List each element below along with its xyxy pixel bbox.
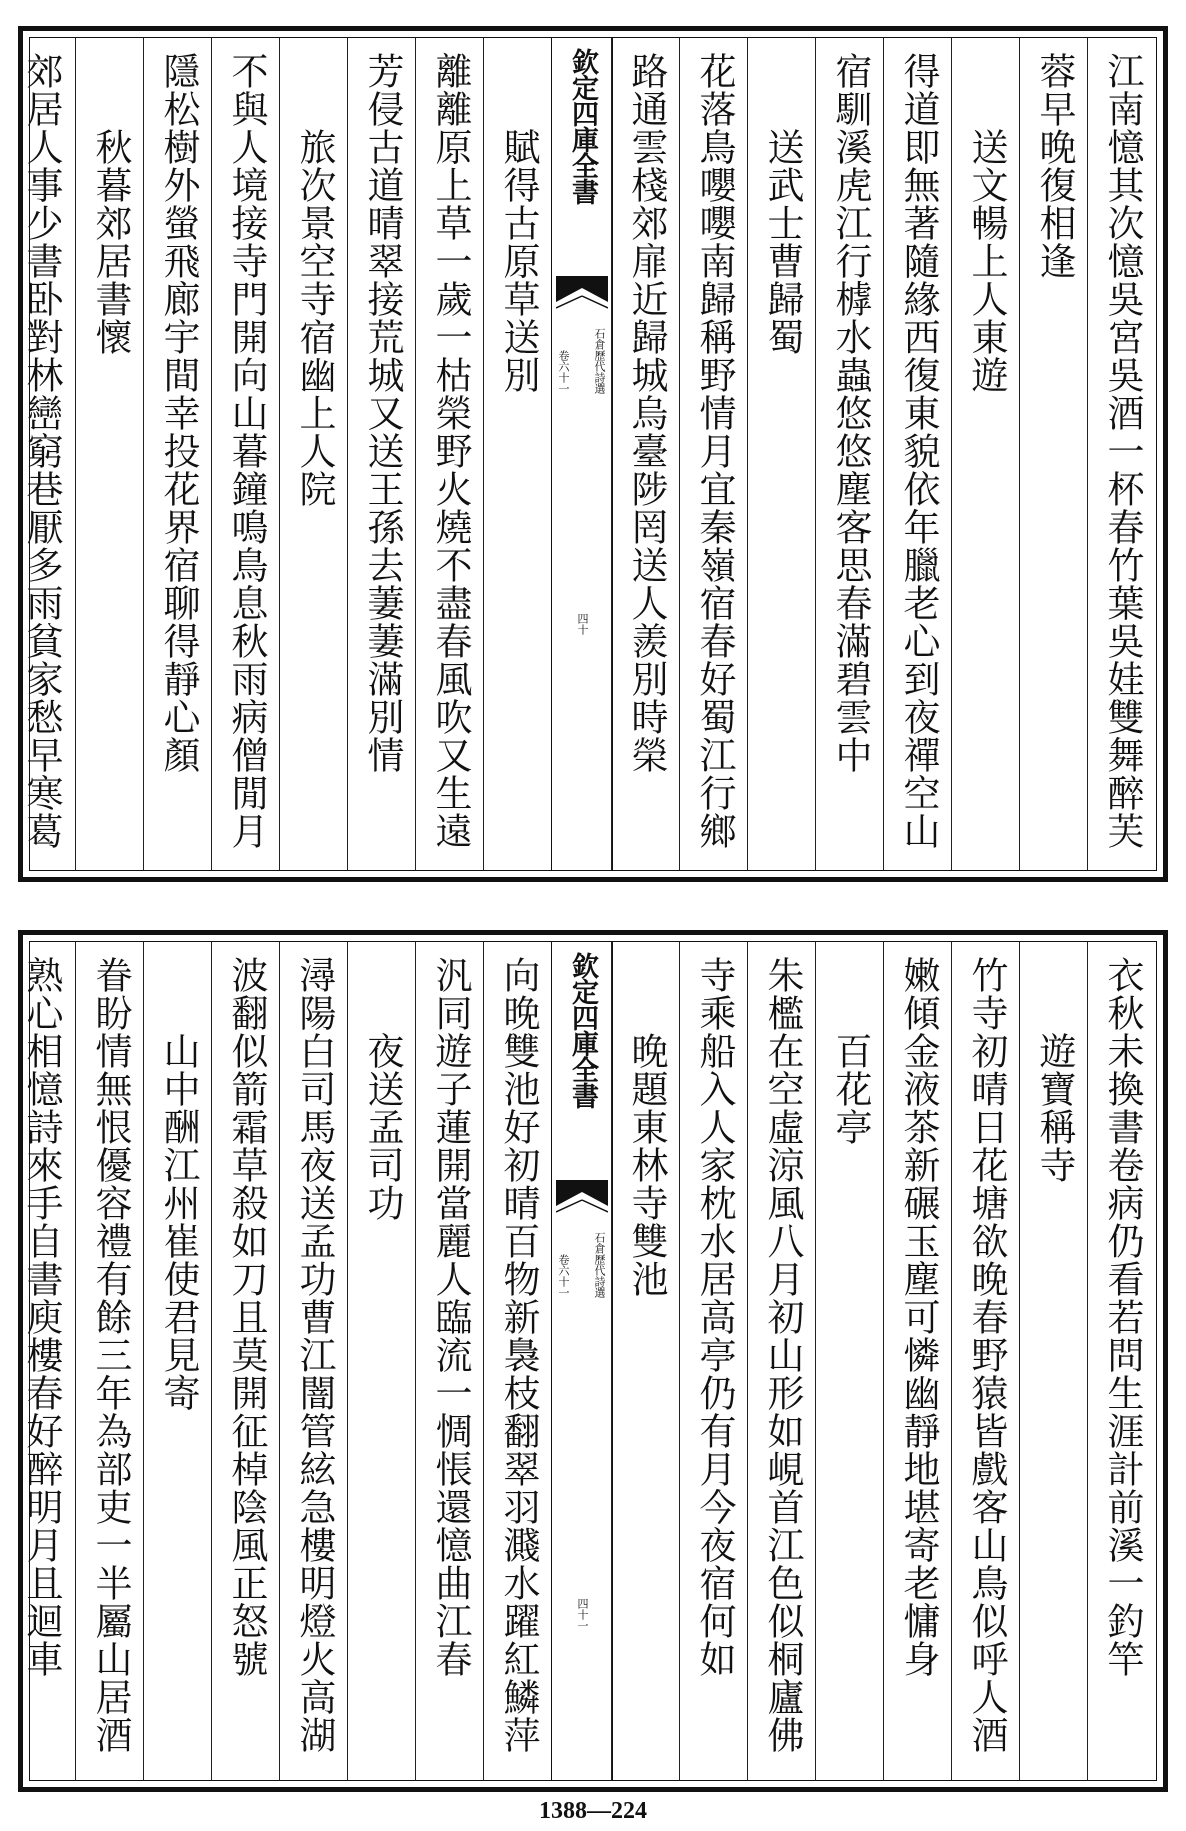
poem-text: 不與人境接寺門開向山暮鐘鳴鳥息秋雨病僧閒月: [225, 52, 268, 850]
poem-text: 得道即無著隨緣西復東貌依年臘老心到夜禪空山: [897, 52, 940, 850]
poem-title-column: [75, 38, 144, 870]
poem-title-column: [279, 38, 348, 870]
center-juan: 卷六十一: [557, 350, 570, 394]
fishtail-mark-icon: [556, 276, 608, 316]
poem-text: 眷盼情無恨優容禮有餘三年為部吏一半屬山居酒: [89, 956, 132, 1754]
poem-title: 旅次景空寺宿幽上人院: [293, 128, 336, 508]
text-column: [1087, 38, 1156, 870]
top-page: [18, 26, 1168, 882]
poem-title-column: [347, 942, 416, 1780]
center-fold: [551, 38, 613, 870]
text-column: [347, 38, 416, 870]
text-column: [815, 38, 884, 870]
text-column: [611, 38, 680, 870]
poem-text: 熟心相憶詩來手自書庾樓春好醉明月且迴車: [20, 956, 63, 1678]
poem-title-column: [611, 942, 680, 1780]
poem-title-column: [143, 942, 212, 1780]
poem-text: 花落鳥嚶嚶南歸稱野情月宜秦嶺宿春好蜀江行鄉: [693, 52, 736, 850]
bottom-page: [18, 930, 1168, 1792]
poem-text: 竹寺初晴日花塘欲晚春野猿皆戲客山鳥似呼人酒: [965, 956, 1008, 1754]
text-column: [279, 942, 348, 1780]
poem-title-column: [1019, 942, 1088, 1780]
center-book-title: 欽定四庫全書: [567, 952, 598, 1108]
poem-title: 晚題東林寺雙池: [625, 1032, 668, 1298]
poem-text: 寺乘船入人家枕水居高亭仍有月今夜宿何如: [693, 956, 736, 1678]
poem-text: 嫩傾金液茶新碾玉塵可憐幽靜地堪寄老慵身: [897, 956, 940, 1678]
center-source: 石倉歷代詩選: [593, 328, 606, 394]
text-column: [747, 942, 816, 1780]
text-column: [75, 942, 144, 1780]
center-book-title: 欽定四庫全書: [567, 48, 598, 204]
text-column: [7, 38, 75, 870]
poem-text: 向晚雙池好初晴百物新裊枝翻翠羽濺水躍紅鱗萍: [497, 956, 540, 1754]
text-column: [1019, 38, 1088, 870]
center-folio: 四十: [576, 613, 589, 635]
poem-text: 宿馴溪虎江行㯉水蟲悠悠塵客思春滿碧雲中: [829, 52, 872, 774]
poem-text: 離離原上草一歲一枯榮野火燒不盡春風吹又生遠: [429, 52, 472, 850]
poem-title: 百花亭: [829, 1032, 872, 1146]
text-column: [679, 942, 748, 1780]
text-column: [883, 38, 952, 870]
poem-text: 朱檻在空虛涼風八月初山形如峴首江色似桐廬佛: [761, 956, 804, 1754]
center-source: 石倉歷代詩選: [593, 1232, 606, 1298]
text-column: [883, 942, 952, 1780]
bottom-page-frame: [20, 941, 1157, 1781]
page-number: 1388—224: [539, 1798, 647, 1824]
text-column: [415, 38, 484, 870]
text-column: [7, 942, 75, 1780]
poem-title: 山中酬江州崔使君見寄: [157, 1032, 200, 1412]
text-column: [1087, 942, 1156, 1780]
center-fold: [551, 942, 613, 1780]
poem-text: 潯陽白司馬夜送孟功曹江闇管絃急樓明燈火高湖: [293, 956, 336, 1754]
text-column: [211, 38, 280, 870]
center-juan: 卷六十一: [557, 1254, 570, 1298]
poem-text: 路通雲棧郊扉近歸城烏臺陟罔送人羨別時榮: [625, 52, 668, 774]
poem-title-column: [747, 38, 816, 870]
poem-title: 遊寶稱寺: [1033, 1032, 1076, 1184]
poem-title-column: [483, 38, 552, 870]
fishtail-mark-icon: [556, 1180, 608, 1220]
text-column: [211, 942, 280, 1780]
poem-title-column: [951, 38, 1020, 870]
text-column: [679, 38, 748, 870]
poem-text: 芳侵古道晴翠接荒城又送王孫去萋萋滿別情: [361, 52, 404, 774]
poem-text: 衣秋未換書卷病仍看若問生涯計前溪一釣竿: [1101, 956, 1144, 1678]
poem-text: 隱松樹外螢飛廊宇間幸投花界宿聊得靜心顏: [157, 52, 200, 774]
poem-text: 波翻似箭霜草殺如刀且莫開征棹陰風正怒號: [225, 956, 268, 1678]
poem-title-column: [815, 942, 884, 1780]
poem-title: 秋暮郊居書懷: [89, 128, 132, 356]
poem-text: 汎同遊子蓮開當麗人臨流一惆悵還憶曲江春: [429, 956, 472, 1678]
top-page-frame: [20, 37, 1157, 871]
poem-text: 江南憶其次憶吳宮吳酒一杯春竹葉吳娃雙舞醉芙: [1101, 52, 1144, 850]
text-column: [415, 942, 484, 1780]
text-column: [951, 942, 1020, 1780]
poem-text: 蓉早晚復相逢: [1033, 52, 1076, 280]
text-column: [143, 38, 212, 870]
poem-title: 送武士曹歸蜀: [761, 128, 804, 356]
poem-text: 郊居人事少書卧對林巒窮巷厭多雨貧家愁早寒葛: [20, 52, 63, 850]
center-folio: 四十一: [576, 1598, 589, 1631]
poem-title: 夜送孟司功: [361, 1032, 404, 1222]
poem-title: 賦得古原草送別: [497, 128, 540, 394]
text-column: [483, 942, 552, 1780]
poem-title: 送文暢上人東遊: [965, 128, 1008, 394]
